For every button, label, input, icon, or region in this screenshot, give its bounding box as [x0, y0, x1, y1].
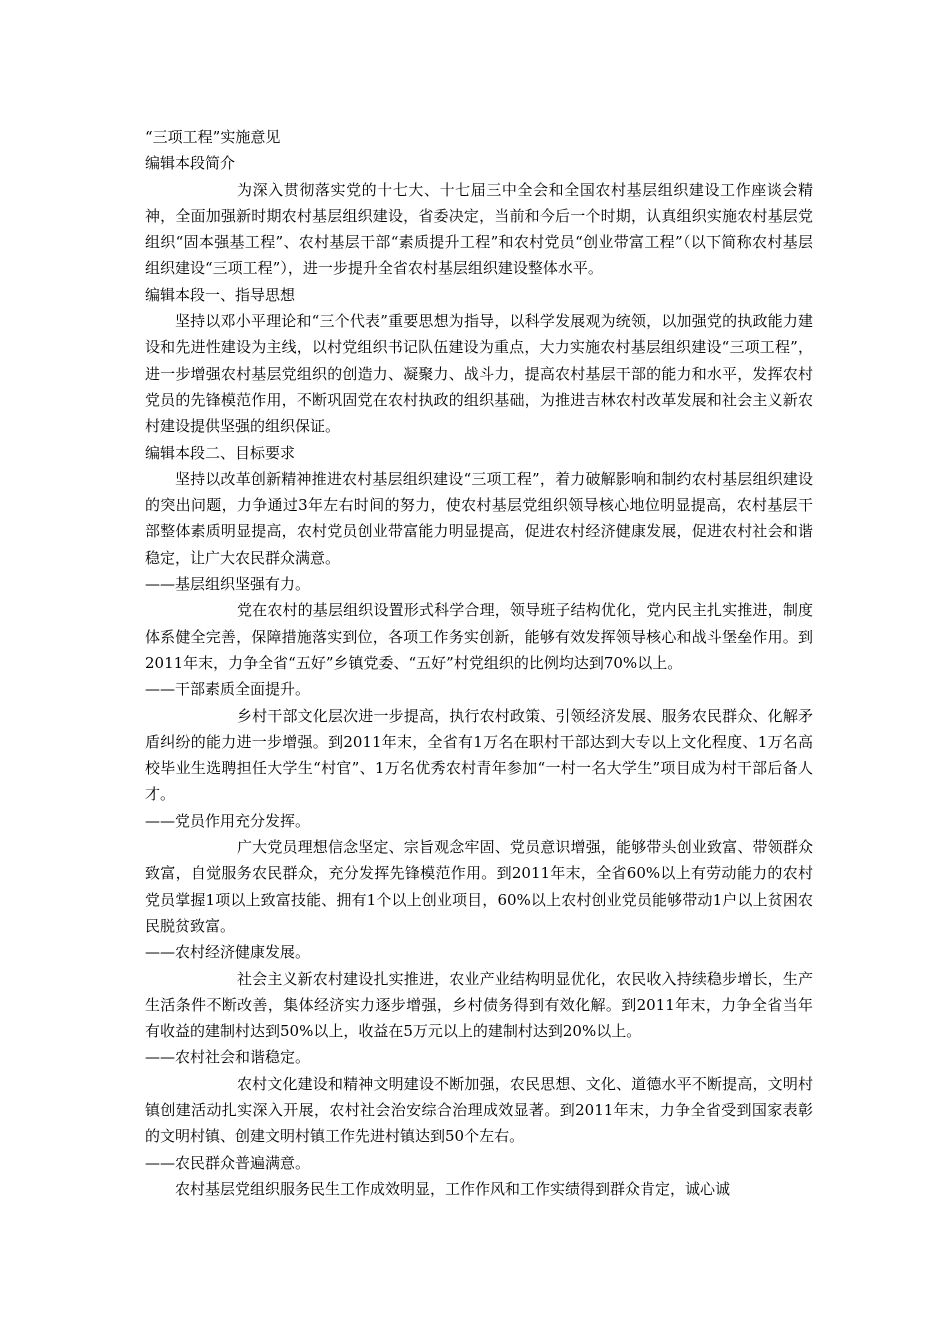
section-heading: ——农民群众普遍满意。 [145, 1153, 311, 1172]
document-body [145, 124, 813, 1202]
section-heading: ——党员作用充分发挥。 [145, 811, 311, 830]
body-paragraph: 坚持以改革创新精神推进农村基层组织建设“三项工程”，着力破解影响和制约农村基层组织建设的突出问题，力争通过3年左右时间的努力，使农村基层党组织领导核心地位明显提高，农村基层干部整体素质明显提高，农村党员创业带富能力明显提高，促进农村经济健康发展，促进农村社会和谐稳定，让广大农民群众满意。 [145, 469, 813, 567]
document-sections [145, 150, 813, 1202]
body-paragraph: 农村文化建设和精神文明建设不断加强，农民思想、文化、道德水平不断提高，文明村镇创建活动扎实深入开展，农村社会治安综合治理成效显著。到2011年末，力争全省受到国家表彰的文明村镇、创建文明村镇工作先进村镇达到50个左右。 [145, 1074, 813, 1146]
section-heading: ——基层组织坚强有力。 [145, 575, 311, 594]
body-paragraph: 乡村干部文化层次进一步提高，执行农村政策、引领经济发展、服务农民群众、化解矛盾纠纷的能力进一步增强。到2011年末，全省有1万名在职村干部达到大专以上文化程度、1万名高校毕业生选聘担任大学生“村官”、1万名优秀农村青年参加“一村一名大学生”项目成为村干部后备人才。 [145, 706, 813, 804]
body-paragraph: 广大党员理想信念坚定、宗旨观念牢固、党员意识增强，能够带头创业致富、带领群众致富，自觉服务农民群众，充分发挥先锋模范作用。到2011年末，全省60%以上有劳动能力的农村党员掌握1项以上致富技能、拥有1个以上创业项目，60%以上农村创业党员能够带动1户以上贫困农民脱贫致富。 [145, 838, 813, 935]
body-paragraph: 为深入贯彻落实党的十七大、十七届三中全会和全国农村基层组织建设工作座谈会精神，全面加强新时期农村基层组织建设，省委决定，当前和今后一个时期，认真组织实施农村基层党组织“固本强基工程”、农村基层干部“素质提升工程”和农村党员“创业带富工程”（以下简称农村基层组织建设“三项工程”），进一步提升全省农村基层组织建设整体水平。 [145, 180, 813, 278]
body-paragraph: 党在农村的基层组织设置形式科学合理，领导班子结构优化，党内民主扎实推进，制度体系健全完善，保障措施落实到位，各项工作务实创新，能够有效发挥领导核心和战斗堡垒作用。到2011年末，力争全省“五好”乡镇党委、“五好”村党组织的比例均达到70%以上。 [145, 601, 813, 672]
document-title: “三项工程”实施意见 [145, 128, 281, 146]
section-heading: ——农村社会和谐稳定。 [145, 1048, 311, 1067]
body-paragraph: 社会主义新农村建设扎实推进，农业产业结构明显优化，农民收入持续稳步增长，生产生活条件不断改善，集体经济实力逐步增强，乡村债务得到有效化解。到2011年末，力争全省当年有收益的建制村达到50%以上，收益在5万元以上的建制村达到20%以上。 [145, 969, 813, 1041]
section-heading: ——农村经济健康发展。 [145, 943, 311, 962]
section-heading: 编辑本段一、指导思想 [145, 285, 296, 304]
section-heading: ——干部素质全面提升。 [145, 680, 311, 699]
body-paragraph: 坚持以邓小平理论和“三个代表”重要思想为指导，以科学发展观为统领，以加强党的执政能力建设和先进性建设为主线，以村党组织书记队伍建设为重点，大力实施农村基层组织建设“三项工程”，进一步增强农村基层党组织的创造力、凝聚力、战斗力，提高农村基层干部的能力和水平，发挥农村党员的先锋模范作用，不断巩固党在农村执政的组织基础，为推进吉林农村改革发展和社会主义新农村建设提供坚强的组织保证。 [145, 312, 813, 436]
section-heading: 编辑本段简介 [145, 154, 236, 173]
section-heading: 编辑本段二、目标要求 [145, 443, 296, 462]
body-paragraph: 农村基层党组织服务民生工作成效明显，工作作风和工作实绩得到群众肯定，诚心诚 [175, 1179, 731, 1198]
